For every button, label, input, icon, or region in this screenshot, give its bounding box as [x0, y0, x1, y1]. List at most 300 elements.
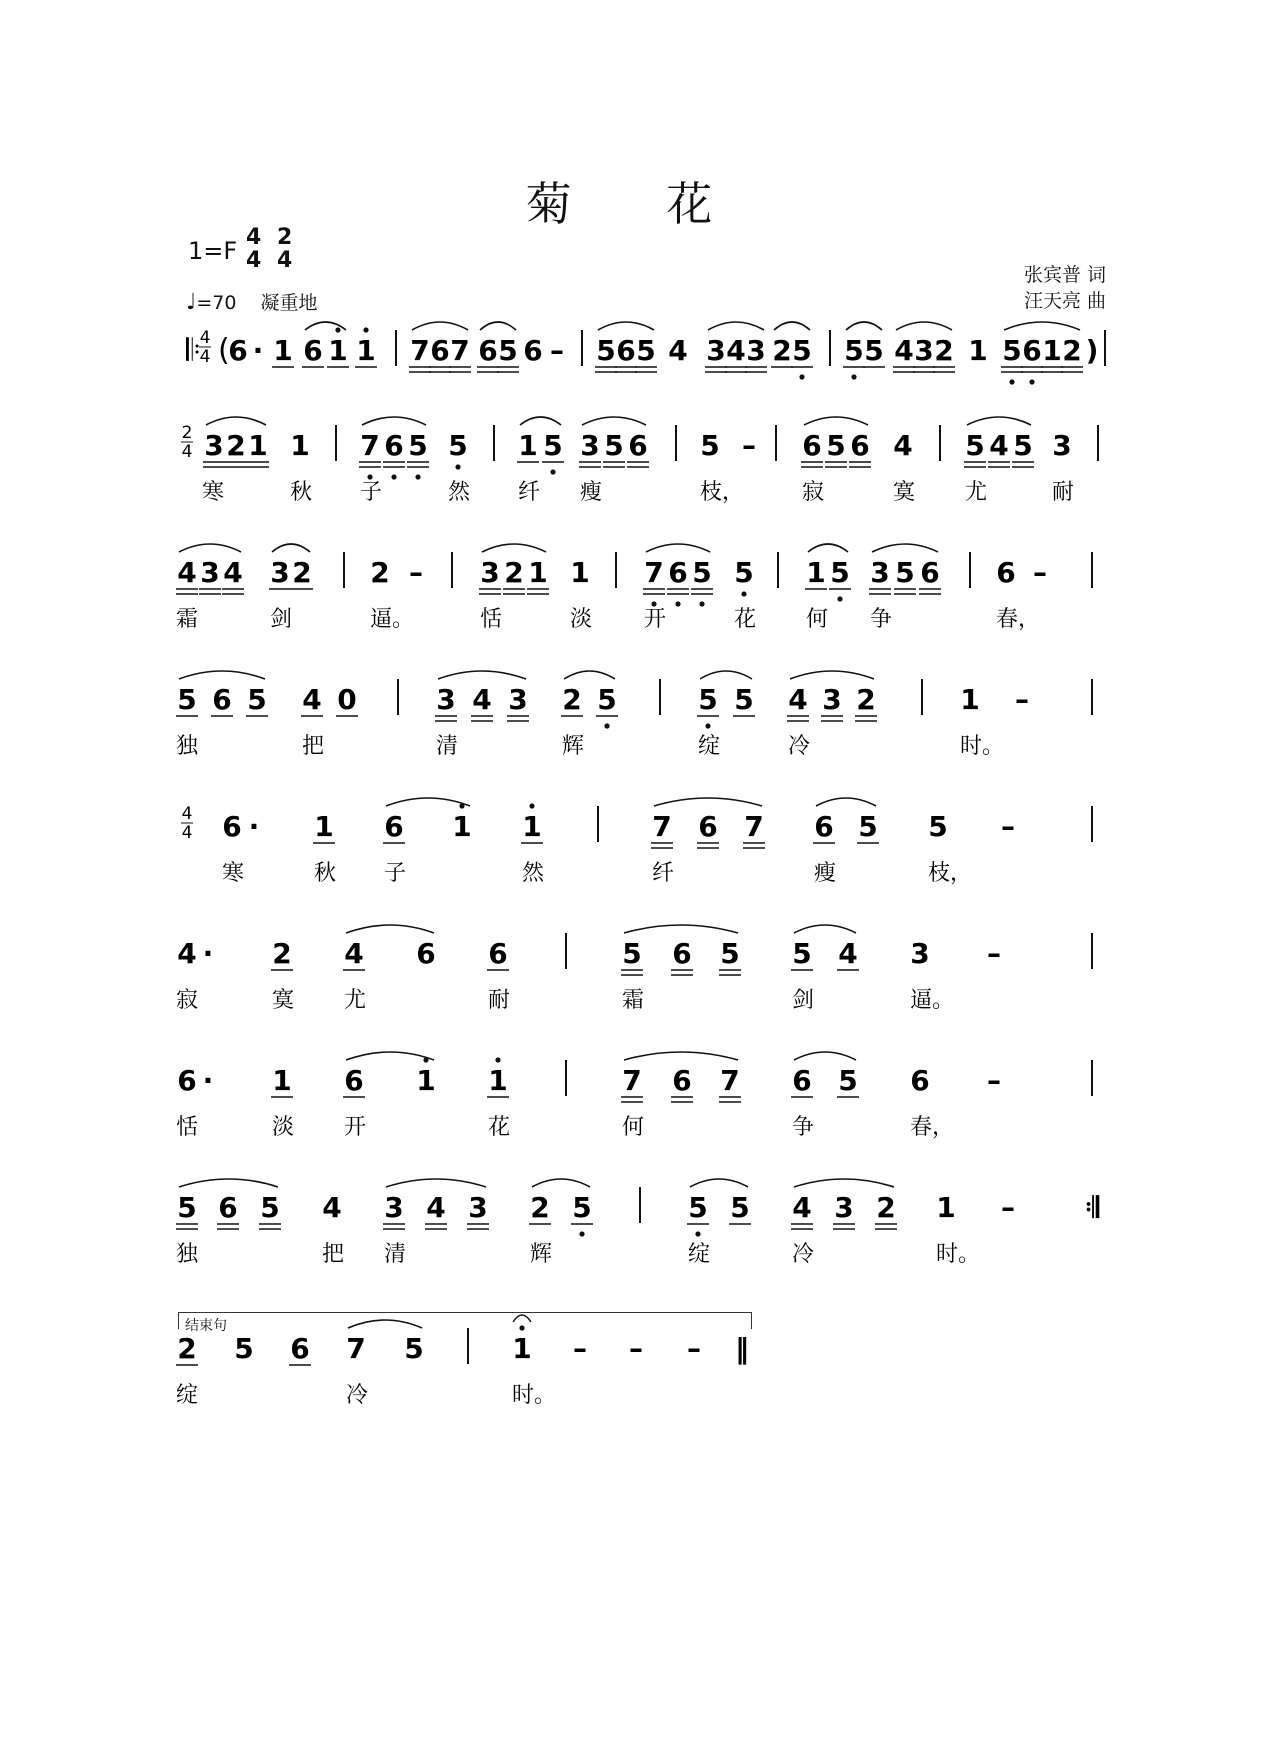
note: 5: [604, 429, 624, 462]
note: 4: [472, 683, 492, 716]
slur: [564, 671, 615, 679]
note: 6: [996, 556, 1016, 589]
note: 6: [212, 683, 232, 716]
time-signature-top: 4: [199, 328, 211, 348]
slur: [520, 417, 561, 425]
note: 6: [814, 810, 834, 843]
note: 2: [530, 1191, 550, 1224]
quarter-note-icon: ♩: [186, 290, 197, 315]
note: 1: [416, 1064, 436, 1097]
slur: [774, 322, 810, 330]
lyric: 秋: [290, 480, 313, 505]
note: 3: [1052, 429, 1072, 462]
octave-dot-low: [837, 596, 842, 601]
octave-dot-low: [675, 601, 680, 606]
note: 5: [597, 683, 617, 716]
note: 2: [504, 556, 524, 589]
lyric: 寂: [802, 480, 825, 505]
lyric: 绽: [176, 1383, 199, 1408]
lyric: 纤: [652, 861, 675, 886]
slur: [794, 1179, 894, 1187]
note: 5: [844, 334, 864, 367]
note: 6: [430, 334, 450, 367]
note: 3: [468, 1191, 488, 1224]
lyric: 把: [322, 1242, 345, 1267]
octave-dot-low: [391, 474, 396, 479]
note: 5: [498, 334, 518, 367]
lyric: 时。: [512, 1383, 557, 1408]
octave-dot-low: [455, 464, 460, 469]
slur: [480, 322, 516, 330]
lyric: 耐: [1052, 480, 1075, 505]
lyric: 花: [488, 1115, 511, 1140]
lyric: 冷: [792, 1242, 815, 1267]
note: 4: [177, 937, 197, 970]
note: 5: [1013, 429, 1033, 462]
note: 5: [965, 429, 985, 462]
lyric: 寂: [176, 988, 199, 1013]
note: 5: [858, 810, 878, 843]
note: 6: [910, 1064, 930, 1097]
note: 3: [204, 429, 224, 462]
time-signature-top: 2: [181, 423, 193, 443]
note: 6: [672, 1064, 692, 1097]
lyric: 独: [176, 734, 199, 759]
fermata-icon: [513, 1315, 531, 1322]
lyric: 耐: [488, 988, 511, 1013]
composer: 汪天亮 曲: [1023, 290, 1106, 312]
octave-dot-low: [367, 474, 372, 479]
slur: [362, 417, 426, 425]
lyric: 冷: [346, 1383, 369, 1408]
slur: [386, 798, 470, 806]
note: ·: [248, 810, 260, 843]
note: 7: [720, 1064, 740, 1097]
lyric: 寞: [272, 988, 295, 1013]
note: 4: [223, 556, 243, 589]
note: 2: [772, 334, 792, 367]
lyric: 淡: [570, 607, 593, 632]
note: 5: [698, 683, 718, 716]
note: 5: [830, 556, 850, 589]
note: 6: [628, 429, 648, 462]
time-signature-bottom: 4: [181, 823, 193, 843]
note: 5: [572, 1191, 592, 1224]
octave-dot-low: [851, 374, 856, 379]
note: 2: [177, 1332, 197, 1365]
slur: [794, 1052, 856, 1060]
note: 𝄇: [1085, 1191, 1099, 1224]
slur: [346, 925, 434, 933]
octave-dot-low: [604, 723, 609, 728]
note: 5: [700, 429, 720, 462]
slur: [646, 544, 710, 552]
note: 2: [856, 683, 876, 716]
note: 5: [730, 1191, 750, 1224]
slur: [179, 544, 241, 552]
octave-dot-low: [550, 469, 555, 474]
note: 5: [792, 937, 812, 970]
lyric: 瘦: [814, 861, 837, 886]
lyric: 剑: [792, 988, 815, 1013]
note: 6: [668, 556, 688, 589]
note: 1: [960, 683, 980, 716]
lyric: 然: [448, 480, 471, 505]
note: 6: [478, 334, 498, 367]
octave-dot-low: [1009, 379, 1014, 384]
slur: [482, 544, 546, 552]
note: 1: [968, 334, 988, 367]
lyric: 辉: [530, 1242, 553, 1267]
note: 6: [344, 1064, 364, 1097]
lyric: 辉: [562, 734, 585, 759]
note: 7: [450, 334, 470, 367]
note: 2: [1062, 334, 1082, 367]
note: 7: [652, 810, 672, 843]
octave-dot-low: [705, 723, 710, 728]
lyric: 寒: [222, 861, 245, 886]
lyric: 瘦: [580, 480, 603, 505]
note: 3: [870, 556, 890, 589]
note: –: [1015, 683, 1029, 716]
octave-dot-low: [579, 1231, 584, 1236]
slur: [790, 671, 874, 679]
note: 5: [928, 810, 948, 843]
note: 3: [436, 683, 456, 716]
note: 1: [528, 556, 548, 589]
note: 7: [622, 1064, 642, 1097]
note: ·: [202, 1064, 214, 1097]
note: 2: [370, 556, 390, 589]
note: –: [629, 1332, 643, 1365]
note: 2: [226, 429, 246, 462]
note: 5: [177, 683, 197, 716]
time-signature-bottom: 4: [199, 347, 211, 367]
note: 3: [914, 334, 934, 367]
lyric: 开: [344, 1115, 367, 1140]
time-signature-top: 4: [181, 804, 193, 824]
note: 6: [672, 937, 692, 970]
slur: [582, 417, 646, 425]
lyric: 冷: [788, 734, 811, 759]
note: 1: [570, 556, 590, 589]
note: 4: [302, 683, 322, 716]
note: 5: [734, 683, 754, 716]
octave-dot-high: [335, 327, 340, 332]
lyric: 寞: [893, 480, 916, 505]
slur: [348, 1320, 422, 1328]
note: 4: [792, 1191, 812, 1224]
lyric: 何: [806, 607, 829, 632]
octave-dot-high: [519, 1325, 524, 1330]
note: 6: [850, 429, 870, 462]
octave-dot-high: [495, 1057, 500, 1062]
slur: [438, 671, 526, 679]
octave-dot-low: [695, 1231, 700, 1236]
lyric: 子: [384, 861, 407, 886]
note: 3: [746, 334, 766, 367]
slur: [804, 417, 868, 425]
lyric: 清: [436, 734, 459, 759]
note: 2: [562, 683, 582, 716]
slur: [846, 322, 882, 330]
note: 1: [356, 334, 376, 367]
ending-label: 结束句: [185, 1318, 227, 1334]
slur: [532, 1179, 590, 1187]
note: 1: [248, 429, 268, 462]
note: 5: [734, 556, 754, 589]
note: 6: [1022, 334, 1042, 367]
slur: [872, 544, 938, 552]
lyric: 尤: [344, 988, 367, 1013]
slur: [624, 925, 738, 933]
note: –: [1001, 810, 1015, 843]
note: 5: [1002, 334, 1022, 367]
note: –: [573, 1332, 587, 1365]
note: 4: [838, 937, 858, 970]
note: 1: [518, 429, 538, 462]
note: 6: [177, 1064, 197, 1097]
lyric: 逼。: [370, 607, 415, 632]
slur: [1004, 322, 1080, 330]
note: –: [409, 556, 423, 589]
slur: [700, 671, 752, 679]
octave-dot-high: [363, 327, 368, 332]
note: 6: [228, 334, 248, 367]
lyric: 然: [522, 861, 545, 886]
slur: [690, 1179, 748, 1187]
key-signature: 1=F: [188, 237, 238, 265]
slur: [179, 671, 265, 679]
note: 1: [936, 1191, 956, 1224]
lyric: 绽: [698, 734, 721, 759]
lyric: 枝，: [700, 480, 745, 505]
note: 4: [344, 937, 364, 970]
note: 3: [200, 556, 220, 589]
time-signature-top: 2: [277, 225, 293, 250]
lyric: 剑: [270, 607, 293, 632]
note: 4: [989, 429, 1009, 462]
note: 4: [894, 334, 914, 367]
note: –: [550, 334, 564, 367]
note: –: [1001, 1191, 1015, 1224]
slur: [816, 798, 876, 806]
note: 7: [346, 1332, 366, 1365]
note: 7: [644, 556, 664, 589]
tempo-word: 凝重地: [260, 292, 318, 314]
note: 5: [177, 1191, 197, 1224]
note: 6: [416, 937, 436, 970]
lyric: 淡: [272, 1115, 295, 1140]
note: 5: [895, 556, 915, 589]
lyric: 子: [360, 480, 383, 505]
octave-dot-low: [741, 591, 746, 596]
note: 5: [408, 429, 428, 462]
octave-dot-high: [529, 803, 534, 808]
note: 2: [876, 1191, 896, 1224]
slur: [896, 322, 952, 330]
note: 4: [426, 1191, 446, 1224]
lyric: 把: [302, 734, 325, 759]
note: 6: [920, 556, 940, 589]
note: –: [742, 429, 756, 462]
note: 6: [290, 1332, 310, 1365]
slur: [708, 322, 764, 330]
note: 2: [934, 334, 954, 367]
lyric: 纤: [518, 480, 541, 505]
note: 5: [234, 1332, 254, 1365]
note: 3: [706, 334, 726, 367]
note: 7: [744, 810, 764, 843]
note: ‖: [735, 1332, 749, 1365]
note: 5: [448, 429, 468, 462]
note: 6: [792, 1064, 812, 1097]
lyric: 争: [792, 1115, 815, 1140]
lyric: 春，: [910, 1115, 955, 1140]
tempo-value: =70: [196, 292, 237, 314]
note: 5: [260, 1191, 280, 1224]
note: 5: [826, 429, 846, 462]
slur: [206, 417, 266, 425]
note: 5: [596, 334, 616, 367]
note: 6: [488, 937, 508, 970]
note: 5: [404, 1332, 424, 1365]
lyric: 清: [384, 1242, 407, 1267]
note: 1: [512, 1332, 532, 1365]
octave-dot-low: [799, 374, 804, 379]
slur: [179, 1179, 278, 1187]
note: 5: [247, 683, 267, 716]
octave-dot-low: [415, 474, 420, 479]
lyric: 寒: [202, 480, 225, 505]
note: 3: [384, 1191, 404, 1224]
lyric: 时。: [960, 734, 1005, 759]
note: 1: [522, 810, 542, 843]
octave-dot-low: [1029, 379, 1034, 384]
note: 1: [488, 1064, 508, 1097]
note: 3: [580, 429, 600, 462]
note: ·: [252, 334, 264, 367]
note: 6: [698, 810, 718, 843]
note: 1: [1042, 334, 1062, 367]
note: 6: [616, 334, 636, 367]
lyric: 争: [870, 607, 893, 632]
note: 0: [337, 683, 357, 716]
lyric: 春，: [996, 607, 1041, 632]
note: 3: [480, 556, 500, 589]
note: 1: [314, 810, 334, 843]
note: 1: [452, 810, 472, 843]
note: 5: [622, 937, 642, 970]
note: 6: [384, 429, 404, 462]
note: 1: [272, 1064, 292, 1097]
note: 4: [322, 1191, 342, 1224]
lyric: 恬: [480, 607, 503, 632]
note: 3: [834, 1191, 854, 1224]
page-title: 菊 花: [525, 177, 753, 231]
note: 5: [864, 334, 884, 367]
note: 4: [668, 334, 688, 367]
lyric: 独: [176, 1242, 199, 1267]
lyric: 枝，: [928, 861, 973, 886]
slur: [272, 544, 310, 552]
note: 1: [290, 429, 310, 462]
note: 6: [523, 334, 543, 367]
slur: [598, 322, 654, 330]
note: 7: [360, 429, 380, 462]
lyric: 霜: [622, 988, 645, 1013]
note: 5: [692, 556, 712, 589]
octave-dot-low: [699, 601, 704, 606]
note: –: [687, 1332, 701, 1365]
note: –: [987, 937, 1001, 970]
lyric: 逼。: [910, 988, 955, 1013]
slur: [654, 798, 762, 806]
note: 3: [910, 937, 930, 970]
note: 6: [384, 810, 404, 843]
note: 4: [177, 556, 197, 589]
repeat-start: (: [218, 333, 230, 368]
lyric: 恬: [176, 1115, 199, 1140]
time-signature-bottom: 4: [246, 248, 262, 273]
lyric: 尤: [965, 480, 988, 505]
lyric: 花: [734, 607, 757, 632]
lyric: 何: [622, 1115, 645, 1140]
slur: [386, 1179, 486, 1187]
time-signature-top: 4: [246, 225, 262, 250]
note: 3: [508, 683, 528, 716]
lyric: 时。: [936, 1242, 981, 1267]
note: ·: [202, 937, 214, 970]
note: 5: [792, 334, 812, 367]
lyric: 绽: [688, 1242, 711, 1267]
lyricist: 张宾普 词: [1023, 264, 1106, 286]
note: 6: [303, 334, 323, 367]
time-signature-bottom: 4: [181, 442, 193, 462]
note: 6: [222, 810, 242, 843]
slur: [624, 1052, 738, 1060]
lyric: 秋: [314, 861, 337, 886]
note: 1: [806, 556, 826, 589]
note: 5: [543, 429, 563, 462]
slur: [808, 544, 848, 552]
note: –: [1033, 556, 1047, 589]
note: 1: [273, 334, 293, 367]
note: 1: [328, 334, 348, 367]
note: –: [987, 1064, 1001, 1097]
slur: [412, 322, 468, 330]
time-signature-bottom: 4: [277, 248, 293, 273]
slur: [346, 1052, 434, 1060]
slur: [794, 925, 856, 933]
note: 7: [410, 334, 430, 367]
note: 3: [822, 683, 842, 716]
note: 4: [788, 683, 808, 716]
note: 4: [726, 334, 746, 367]
note: 2: [292, 556, 312, 589]
note: 5: [838, 1064, 858, 1097]
note: 5: [636, 334, 656, 367]
note: 2: [272, 937, 292, 970]
lyric: 霜: [176, 607, 199, 632]
octave-dot-low: [651, 601, 656, 606]
note: 3: [270, 556, 290, 589]
repeat-start: 𝄆: [186, 333, 201, 368]
note: 5: [720, 937, 740, 970]
note: 4: [893, 429, 913, 462]
note: ): [1085, 334, 1099, 367]
note: 6: [218, 1191, 238, 1224]
